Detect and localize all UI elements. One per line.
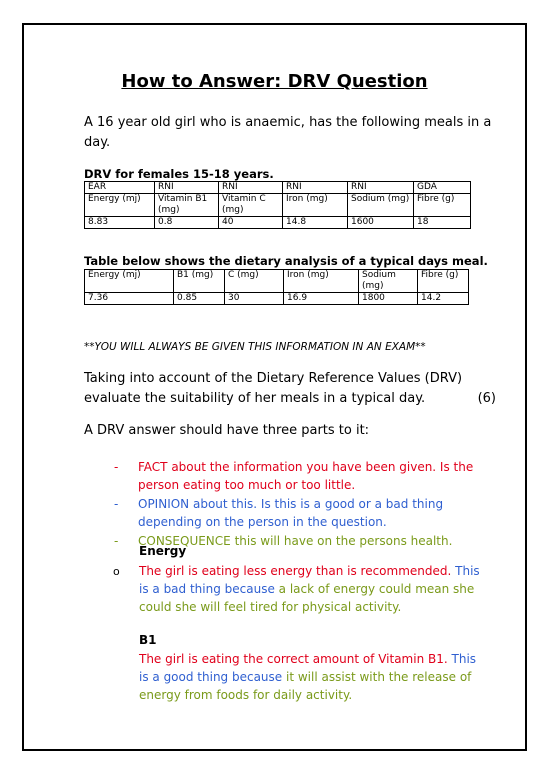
table-cell: Energy (mj) (85, 270, 174, 293)
table-row (85, 293, 469, 305)
table-cell: Vitamin C (mg) (219, 194, 283, 217)
table-cell: Sodium (mg) (348, 194, 414, 217)
table-row (85, 194, 471, 217)
table-cell: Iron (mg) (284, 270, 359, 293)
table-cell: RNI (219, 182, 283, 194)
table-cell: Sodium (mg) (359, 270, 418, 293)
table-cell: 14.2 (418, 293, 469, 305)
table-cell: C (mg) (225, 270, 284, 293)
table-cell: 7.36 (85, 293, 174, 305)
table-cell: Energy (mj) (85, 194, 155, 217)
table-row (85, 217, 471, 229)
drv-caption: DRV for females 15-18 years. (84, 167, 274, 181)
circle-bullet-icon: o (113, 565, 120, 578)
consequence-part-text: CONSEQUENCE this will have on the persons health. (138, 534, 453, 548)
table-cell: Fibre (g) (414, 194, 471, 217)
analysis-caption: Table below shows the dietary analysis of a typical days meal. (84, 254, 488, 268)
page-title: How to Answer: DRV Question (121, 71, 428, 92)
table-row (85, 182, 471, 194)
table-cell: RNI (348, 182, 414, 194)
table-cell: 0.8 (155, 217, 219, 229)
energy-consequence: a lack of energy could mean she could she will feel tired for physical activity. (139, 582, 475, 614)
list-item (114, 495, 494, 531)
list-item (114, 458, 494, 494)
drv-table (84, 181, 471, 229)
table-cell: 1800 (359, 293, 418, 305)
b1-opinion: This is a good thing because (139, 652, 477, 684)
exam-note: **YOU WILL ALWAYS BE GIVEN THIS INFORMATION IN AN EXAM** (84, 341, 426, 353)
table-cell: EAR (85, 182, 155, 194)
energy-fact: The girl is eating less energy than is recommended. (139, 564, 452, 578)
table-cell: 16.9 (284, 293, 359, 305)
table-cell: Fibre (g) (418, 270, 469, 293)
three-parts-heading: A DRV answer should have three parts to it: (84, 423, 370, 438)
energy-answer (139, 562, 489, 616)
b1-consequence: it will assist with the release of energy from foods for daily activity. (139, 670, 472, 702)
table-cell: 1600 (348, 217, 414, 229)
table-cell: Iron (mg) (283, 194, 348, 217)
table-cell: 40 (219, 217, 283, 229)
table-cell: 8.83 (85, 217, 155, 229)
table-cell: Vitamin B1 (mg) (155, 194, 219, 217)
b1-fact: The girl is eating the correct amount of Vitamin B1. (139, 652, 448, 666)
table-cell: 14.8 (283, 217, 348, 229)
table-cell: B1 (mg) (174, 270, 225, 293)
dash-marker: - (114, 534, 119, 548)
question-text: Taking into account of the Dietary Reference Values (DRV) evaluate the suitability of her meals in a typical day. (84, 371, 463, 406)
question-block (84, 369, 496, 409)
parts-list (114, 458, 494, 551)
fact-part-text: FACT about the information you have been given. Is the person eating too much or too little. (138, 460, 474, 492)
table-cell: 30 (225, 293, 284, 305)
dash-marker: - (114, 460, 119, 474)
marks-label: (6) (477, 391, 496, 406)
analysis-table (84, 269, 469, 305)
table-row (85, 270, 469, 293)
energy-opinion: This is a bad thing because (139, 564, 480, 596)
table-cell: GDA (414, 182, 471, 194)
b1-answer (139, 650, 489, 704)
page-border (22, 23, 527, 751)
table-cell: 0.85 (174, 293, 225, 305)
energy-heading: Energy (139, 544, 187, 558)
dash-marker: - (114, 497, 119, 511)
b1-heading: B1 (139, 633, 157, 647)
table-cell: RNI (283, 182, 348, 194)
intro-text: A 16 year old girl who is anaemic, has the following meals in a day. (84, 115, 492, 150)
table-cell: 18 (414, 217, 471, 229)
opinion-part-text: OPINION about this. Is this is a good or a bad thing depending on the person in the question. (138, 497, 444, 529)
table-cell: RNI (155, 182, 219, 194)
